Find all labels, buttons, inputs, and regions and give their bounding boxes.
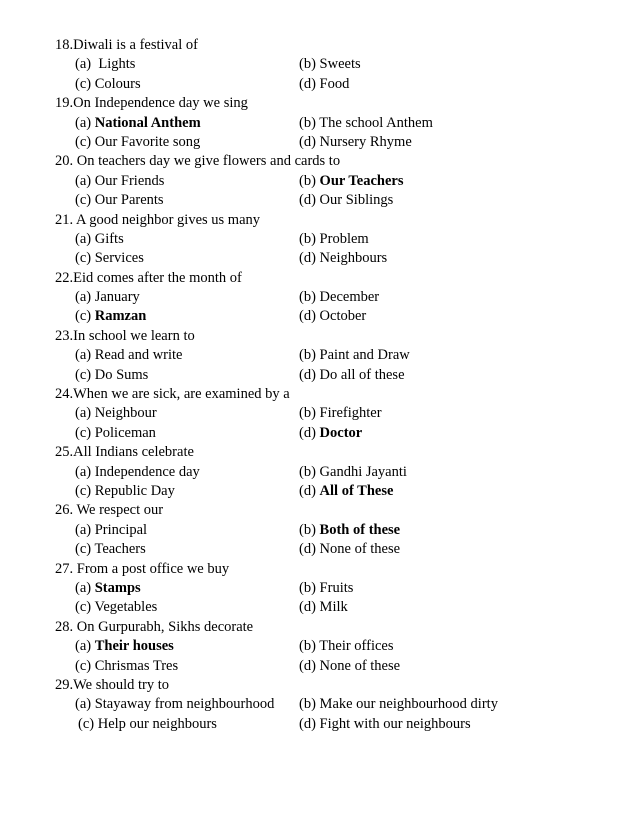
option-c [75,191,164,210]
question-number: 21. [55,211,76,228]
option-letter: (d) [299,482,320,499]
question-number: 18. [55,37,74,53]
question-item [55,269,615,327]
question-number: 28. [55,618,77,635]
correct-answer-text: Their houses [94,638,174,655]
question-line [55,501,615,520]
option-letter: (d) [299,715,320,732]
option-letter: (a) [75,405,95,422]
options-row [55,172,615,191]
option-text: Make our neighbourhood dirty [319,696,498,713]
options-row [55,288,615,307]
correct-answer-text: Our Teachers [319,172,404,189]
option-letter: (a) [75,579,95,596]
option-letter: (c) [75,424,95,441]
option-letter: (a) [75,172,95,189]
option-a [75,521,147,540]
option-text: Independence day [94,463,200,480]
option-letter: (b) [299,638,320,655]
question-line [55,676,615,695]
option-text: Sweets [319,56,361,73]
question-number: 20. [55,153,77,170]
option-text: Our Friends [94,172,165,189]
option-c [75,540,146,559]
question-number: 29. [55,676,74,693]
option-b [299,579,353,598]
option-letter: (a) [75,289,95,306]
option-c [75,657,178,676]
options-row [55,404,615,423]
options-row [55,715,615,734]
option-c [75,424,156,443]
option-letter: (b) [299,405,320,422]
option-letter: (b) [299,230,320,247]
option-letter: (d) [299,424,320,441]
option-text: October [319,308,367,325]
option-a [75,114,201,133]
correct-answer-text: Ramzan [94,308,147,325]
question-text: Diwali is a festival of [73,37,198,53]
option-letter: (d) [299,657,320,674]
correct-answer-text: National Anthem [94,114,201,131]
option-c [75,598,157,617]
option-text: The school Anthem [319,114,433,131]
option-letter: (c) [75,75,95,92]
options-row [55,424,615,443]
option-text: Milk [319,599,348,616]
option-b [299,230,369,249]
options-row [55,521,615,540]
option-text: Help our neighbours [97,715,217,732]
question-item [55,560,615,618]
question-text: We should try to [73,676,170,693]
option-a [75,404,157,423]
option-c [75,133,200,152]
option-c [75,75,141,94]
option-d [299,424,362,443]
option-b [299,695,498,714]
option-letter: (b) [299,579,320,596]
option-text: Lights [98,56,136,73]
option-text: Neighbour [94,405,157,422]
option-letter: (c) [75,133,95,150]
option-b [299,463,407,482]
question-text: All Indians celebrate [73,444,194,461]
option-text: Food [319,75,350,92]
question-item [55,618,615,676]
option-text: Neighbours [319,250,388,267]
option-letter: (c) [75,541,95,558]
option-d [299,249,387,268]
option-d [299,715,471,734]
option-d [299,133,412,152]
question-line [55,618,615,637]
option-text: Republic Day [94,482,175,499]
option-letter: (b) [299,463,320,480]
option-text: Read and write [94,347,183,364]
question-item [55,385,615,443]
option-d [299,657,400,676]
question-item [55,327,615,385]
option-letter: (d) [299,541,320,558]
option-a [75,172,164,191]
options-row [55,55,615,74]
option-c [75,366,148,385]
option-b [299,55,361,74]
option-d [299,482,393,501]
question-line [55,36,615,55]
option-text: Gandhi Jayanti [319,463,407,480]
question-item [55,676,615,734]
options-row [55,133,615,152]
question-line [55,560,615,579]
question-text: From a post office we buy [76,560,230,577]
option-letter: (a) [75,56,99,73]
option-text: None of these [319,657,401,674]
option-d [299,75,349,94]
options-row [55,540,615,559]
option-text: Our Siblings [319,192,394,209]
option-d [299,191,393,210]
option-a [75,637,174,656]
question-item [55,501,615,559]
option-letter: (b) [299,347,320,364]
option-letter: (d) [299,599,320,616]
option-text: Nursery Rhyme [319,133,412,150]
option-text: Problem [319,230,369,247]
option-b [299,637,394,656]
options-row [55,230,615,249]
correct-answer-text: Both of these [319,521,401,538]
option-b [299,346,410,365]
option-letter: (b) [299,114,320,131]
question-number: 27. [55,560,77,577]
options-row [55,307,615,326]
question-line [55,211,615,230]
option-letter: (d) [299,308,320,325]
question-number: 26. [55,502,77,519]
correct-answer-text: All of These [319,482,394,499]
question-text: Eid comes after the month of [73,269,242,286]
option-d [299,366,405,385]
options-row [55,249,615,268]
options-row [55,366,615,385]
question-number: 22. [55,269,74,286]
option-text: Firefighter [319,405,382,422]
option-a [75,695,274,714]
option-letter: (a) [75,114,95,131]
option-letter: (d) [299,250,320,267]
option-text: January [94,289,140,306]
option-letter: (d) [299,192,320,209]
option-b [299,114,433,133]
option-text: Colours [94,75,141,92]
question-item [55,94,615,152]
option-c [75,249,144,268]
question-item [55,211,615,269]
option-text: Our Parents [94,192,164,209]
option-a [75,579,141,598]
option-a [75,55,135,74]
option-a [75,346,183,365]
option-text: Policeman [94,424,156,441]
option-text: Stayaway from neighbourhood [94,696,275,713]
options-row [55,637,615,656]
question-line [55,443,615,462]
option-c [75,307,146,326]
option-b [299,521,400,540]
option-c [75,482,175,501]
option-b [299,404,382,423]
question-text: A good neighbor gives us many [75,211,261,228]
option-letter: (a) [75,638,95,655]
options-row [55,657,615,676]
question-line [55,94,615,113]
option-text: Principal [94,521,148,538]
option-letter: (c) [75,657,95,674]
option-text: Gifts [94,230,124,247]
option-text: Their offices [319,638,394,655]
option-letter: (a) [75,521,95,538]
option-letter: (a) [75,463,95,480]
question-number: 23. [55,327,74,344]
options-row [55,114,615,133]
options-row [55,346,615,365]
option-letter: (c) [75,192,95,209]
option-letter: (b) [299,696,320,713]
option-letter: (d) [299,75,320,92]
option-letter: (b) [299,172,320,189]
question-item [55,36,615,94]
option-text: Chrismas Tres [94,657,179,674]
option-text: Do Sums [94,366,149,383]
question-text: When we are sick, are examined by a [73,386,290,403]
question-item [55,443,615,501]
question-number: 19. [55,95,74,112]
question-text: On Independence day we sing [73,95,248,112]
question-line [55,269,615,288]
question-number: 24. [55,386,74,403]
option-c [78,715,217,734]
option-a [75,288,140,307]
option-letter: (c) [75,308,95,325]
option-letter: (a) [75,347,95,364]
option-text: December [319,289,380,306]
option-text: Do all of these [319,366,405,383]
correct-answer-text: Doctor [319,424,363,441]
option-b [299,288,379,307]
option-letter: (d) [299,133,320,150]
options-row [55,482,615,501]
options-row [55,75,615,94]
option-text: Fight with our neighbours [319,715,471,732]
option-letter: (a) [75,696,95,713]
option-b [299,172,403,191]
option-text: Paint and Draw [319,347,410,364]
option-a [75,463,200,482]
option-text: Vegetables [94,599,158,616]
option-letter: (d) [299,366,320,383]
option-letter: (b) [299,56,320,73]
options-row [55,695,615,714]
question-line [55,152,615,171]
option-letter: (b) [299,521,320,538]
options-row [55,191,615,210]
option-letter: (c) [75,366,95,383]
question-text: On Gurpurabh, Sikhs decorate [76,618,254,635]
option-letter: (b) [299,289,320,306]
option-d [299,307,366,326]
quiz-list [55,36,615,734]
options-row [55,579,615,598]
options-row [55,598,615,617]
option-text: Services [94,250,144,267]
question-number: 25. [55,444,74,461]
question-text: On teachers day we give flowers and cards to [76,153,341,170]
question-line [55,327,615,346]
option-letter: (a) [75,230,95,247]
option-d [299,540,400,559]
question-text: In school we learn to [73,327,195,344]
option-d [299,598,348,617]
option-letter: (c) [75,250,95,267]
option-letter: (c) [78,715,98,732]
option-text: Teachers [94,541,146,558]
option-a [75,230,124,249]
question-line [55,385,615,404]
option-letter: (c) [75,599,95,616]
option-text: None of these [319,541,401,558]
option-text: Fruits [319,579,354,596]
question-text: We respect our [76,502,164,519]
options-row [55,463,615,482]
option-text: Our Favorite song [94,133,201,150]
option-letter: (c) [75,482,95,499]
correct-answer-text: Stamps [94,579,141,596]
question-item [55,152,615,210]
